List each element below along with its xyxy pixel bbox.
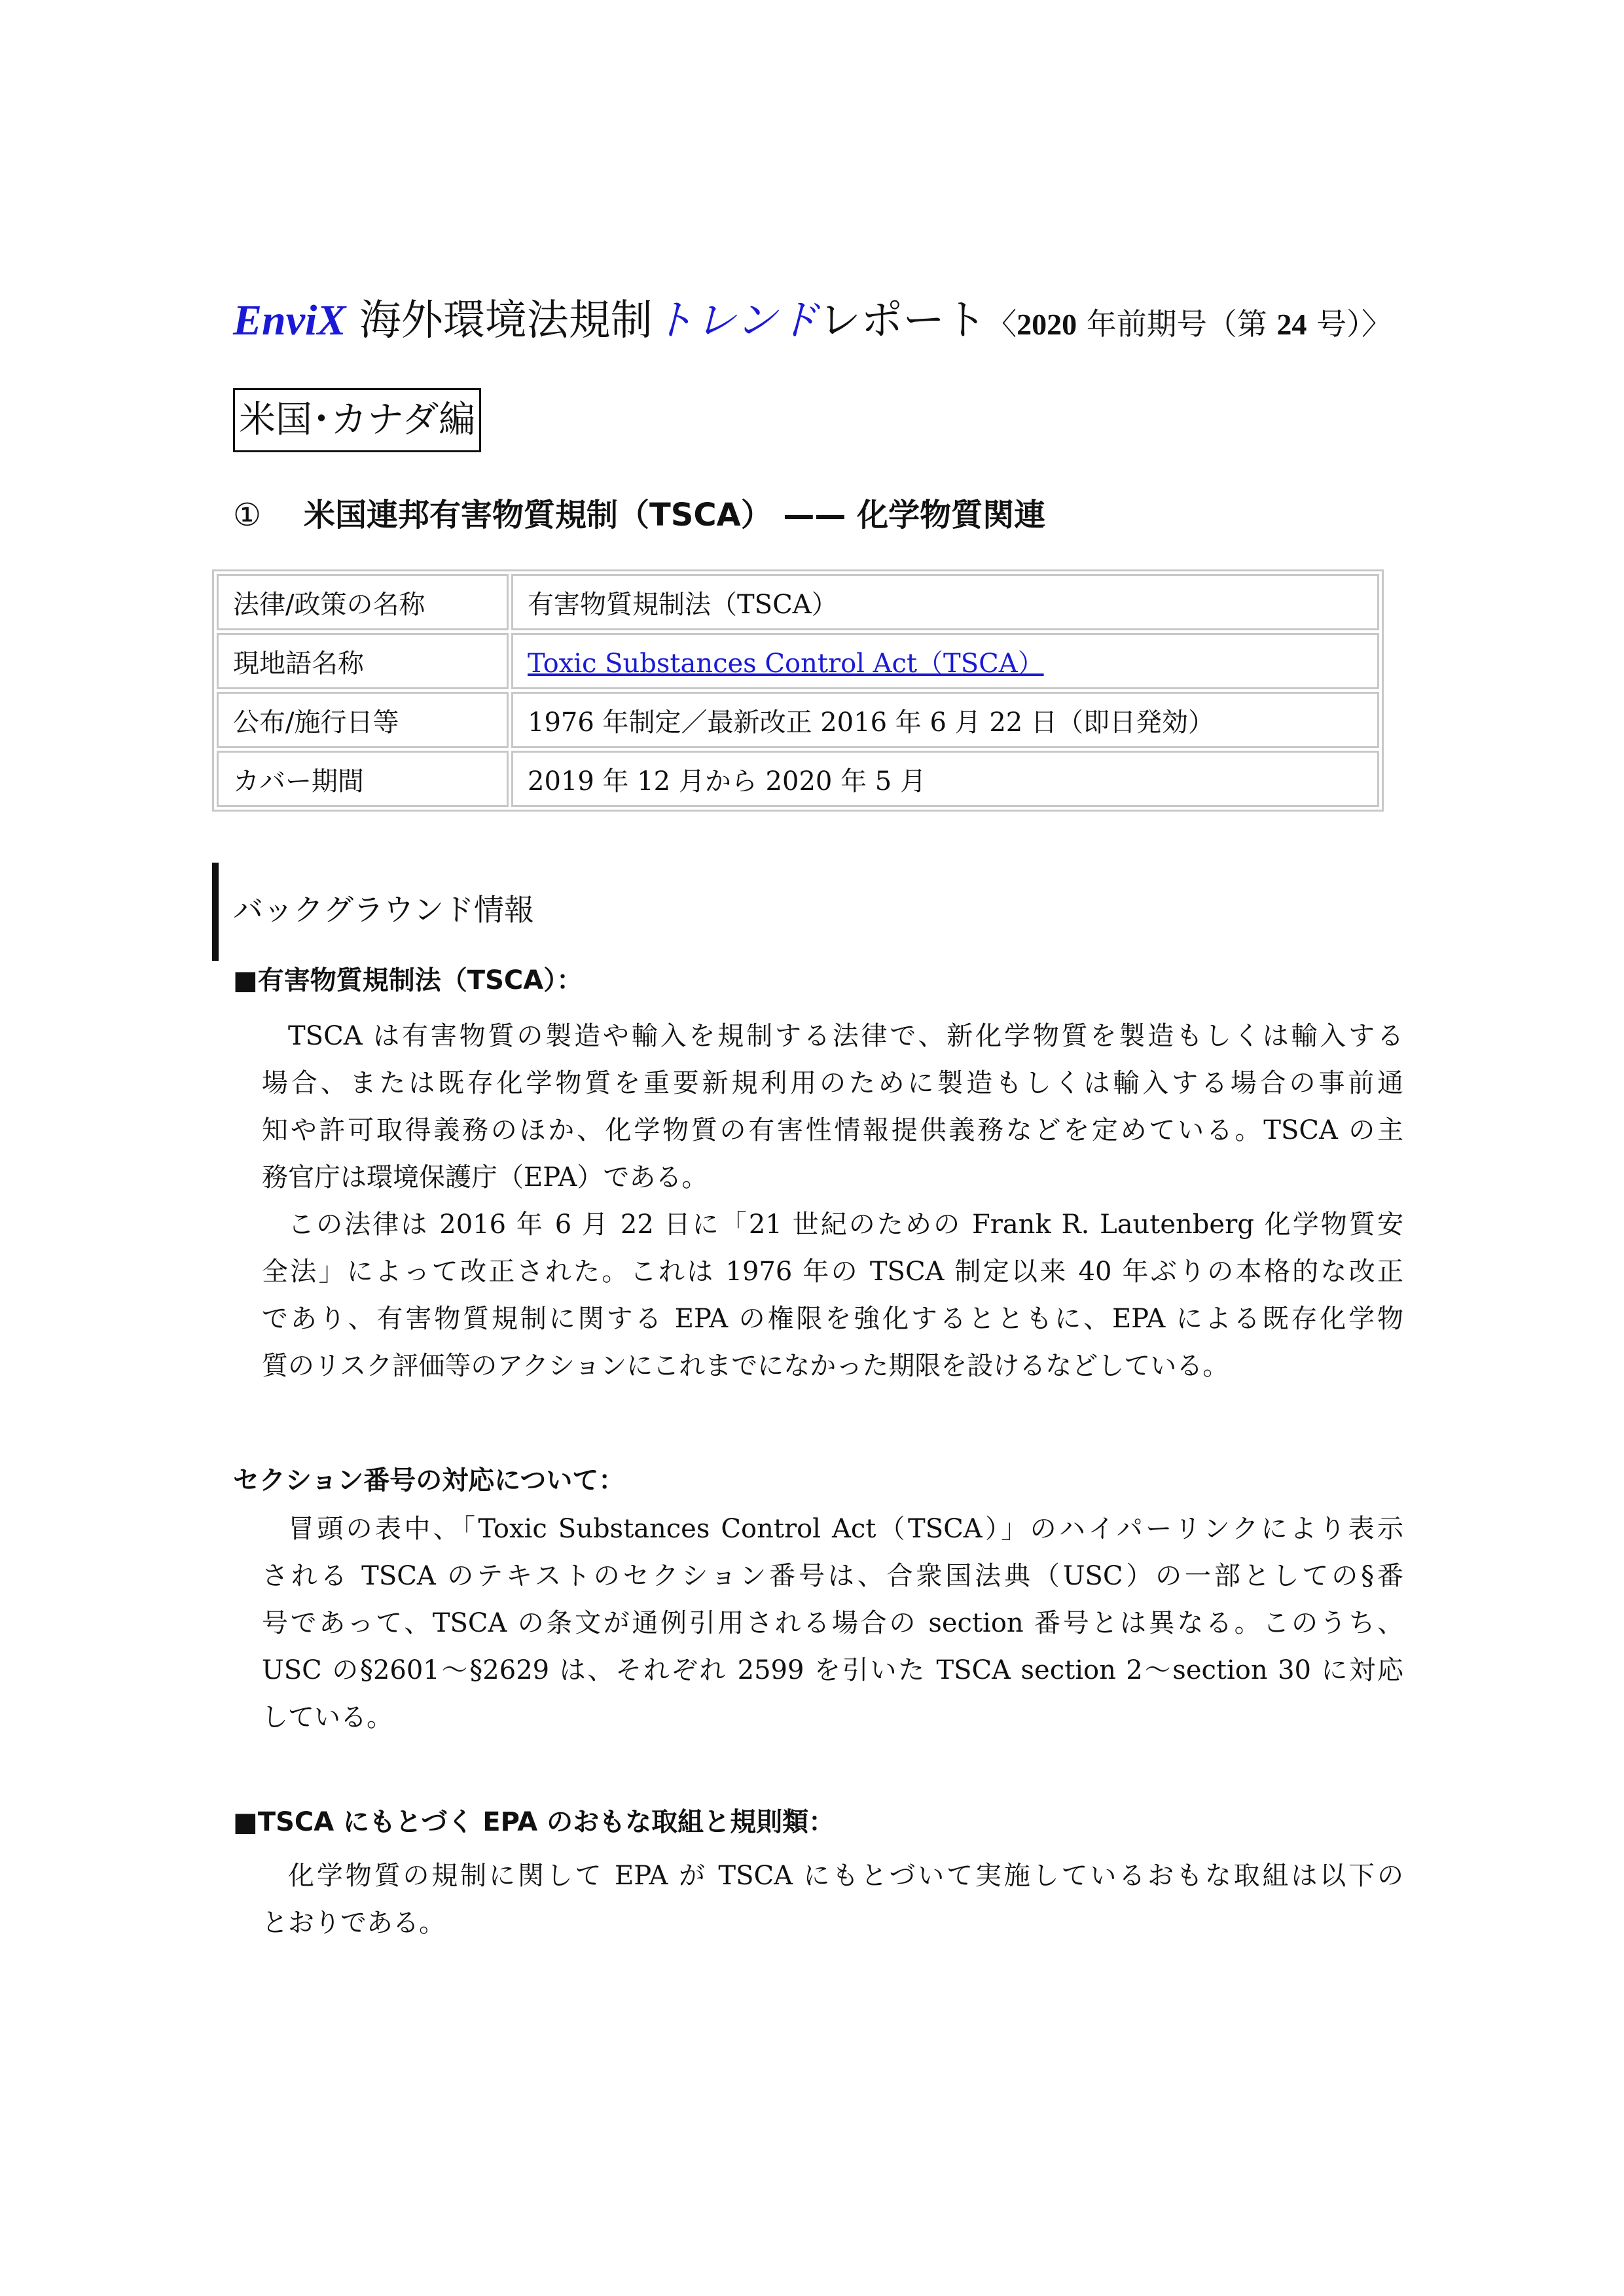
brand-name: EnviX [233,296,346,344]
row-value: 1976 年制定／最新改正 2016 年 6 月 22 日（即日発効） [511,692,1379,748]
issue-label: 〈2020 年前期号（第 24 号）〉 [986,306,1392,342]
row-key: 法律/政策の名称 [217,574,509,630]
text-line: 化学物質の規制に関して EPA が TSCA にもとづいて実施しているおもな取組は以下の [288,1861,1403,1891]
topic-heading [233,492,1045,538]
section-accent-bar [212,863,219,961]
title-trend: トレンド [652,296,820,345]
row-key: 現地語名称 [217,633,509,689]
text-line: 冒頭の表中、「Toxic Substances Control Act（TSCA）」のハイパーリンクにより表示 [288,1514,1403,1544]
text-line: USC の§2601～§2629 は、それぞれ 2599 を引いた TSCA section 2～section 30 に対応 [262,1655,1403,1685]
text-line: 務官庁は環境保護庁（EPA）である。 [262,1162,708,1193]
title-tail: レポート [819,296,987,345]
tsca-heading: ■有害物質規制法（TSCA）： [233,965,583,996]
row-key: 公布/施行日等 [217,692,509,748]
law-info-table [212,569,1384,812]
topic-title: 米国連邦有害物質規制（TSCA） —— 化学物質関連 [304,497,1046,533]
topic-number: ① [233,497,262,533]
row-value: 2019 年 12 月から 2020 年 5 月 [511,751,1379,807]
text-line: とおりである。 [262,1908,445,1938]
title-mid: 海外環境法規制 [346,296,653,345]
paragraph-amendment [262,1201,1403,1390]
paragraph-section-numbers [262,1505,1403,1741]
text-line: であり、有害物質規制に関する EPA の権限を強化するとともに、EPA による既存化学物 [262,1304,1403,1334]
text-line: 知や許可取得義務のほか、化学物質の有害性情報提供義務などを定めている。TSCA の主 [262,1115,1403,1145]
row-value: 有害物質規制法（TSCA） [511,574,1379,630]
table-row [217,751,1379,807]
text-line: 号であって、TSCA の条文が通例引用される場合の section 番号とは異なる。このうち、 [262,1608,1403,1638]
text-line: 質のリスク評価等のアクションにこれまでになかった期限を設けるなどしている。 [262,1351,1229,1381]
text-line: される TSCA のテキストのセクション番号は、合衆国法典（USC）の一部としての§番 [262,1561,1403,1591]
table-row [217,633,1379,689]
paragraph-tsca-overview [262,1013,1403,1201]
region-section-label: 米国･カナダ編 [233,388,481,452]
background-heading: バックグラウンド情報 [233,892,534,927]
text-line: この法律は 2016 年 6 月 22 日に「21 世紀のための Frank R. Lautenberg 化学物質安 [288,1210,1403,1240]
epa-actions-heading: ■TSCA にもとづく EPA のおもな取組と規則類： [233,1807,835,1837]
paragraph-epa-actions [262,1852,1403,1946]
row-key: カバー期間 [217,751,509,807]
section-number-heading: セクション番号の対応について： [233,1465,625,1496]
row-value [511,633,1379,689]
text-line: 場合、または既存化学物質を重要新規利用のために製造もしくは輸入する場合の事前通 [262,1068,1403,1098]
text-line: している。 [262,1702,393,1732]
text-line: TSCA は有害物質の製造や輸入を規制する法律で、新化学物質を製造もしくは輸入する [288,1021,1403,1051]
report-title [233,291,1451,354]
table-row [217,692,1379,748]
table-row [217,574,1379,630]
text-line: 全法」によって改正された。これは 1976 年の TSCA 制定以来 40 年ぶりの本格的な改正 [262,1257,1403,1287]
tsca-text-link[interactable]: Toxic Substances Control Act（TSCA） [528,648,1044,679]
